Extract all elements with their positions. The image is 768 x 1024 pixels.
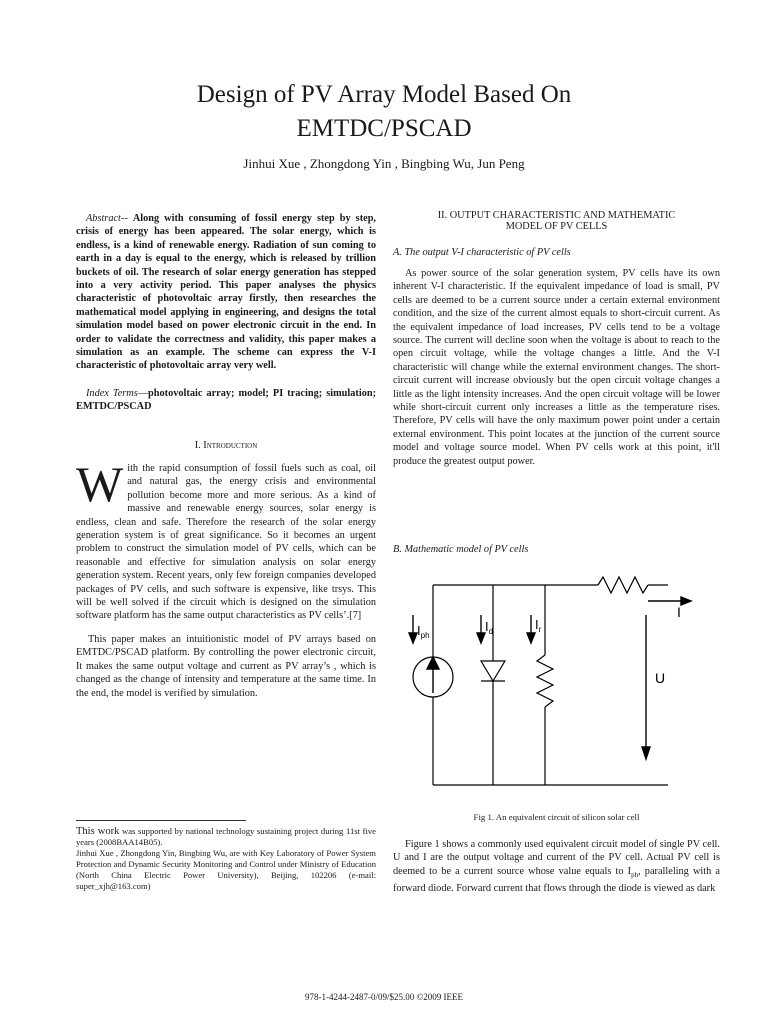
index-terms-dash: — <box>137 388 149 399</box>
section-1-body <box>76 456 376 700</box>
abstract-text: Along with consuming of fossil energy step by step, crisis of energy has been appeared. The solar energy, which is endless, is a kind of renewable energy. Radiation of sun coming to earth in a day is equal to the energy, which is released by trillion buckets of oil. The research of solar energy generation has stepped into a very activity period. This paper analyses the physics characteristic of photovoltaic array firstly, then researches the mathematical model applying in engineering, and designs the total simulation model based on power electronic circuit in the end. In order to validate the correctness and validity, this paper makes a simulation as an example. The scheme can express the V-I characteristic of photovoltaic array very well. <box>76 213 376 372</box>
section-1-title: Introduction <box>203 440 258 451</box>
id-label: $I_d$ <box>485 619 494 636</box>
drop-cap: W <box>76 456 124 512</box>
ir-arrow-head <box>527 633 535 643</box>
title-line-1: Design of PV Array Model Based On <box>196 81 572 108</box>
output-current-label: I <box>677 604 681 620</box>
footnote-line-2: Jinhui Xue , Zhongdong Yin, Bingbing Wu, are with Key Laboratory of Power System Protection and Dynamic Security Monitoring and Control under Ministry of Education (North China Electric Power University), Beijing, 102206 (e-mail: super_xjh@163.com) <box>76 848 376 891</box>
footnote-line-1: was supported by national technology sustaining project during 11st five years (2008BAA14B05). <box>76 826 376 847</box>
section-2-title-line-1: II. OUTPUT CHARACTERISTIC AND MATHEMATIC <box>437 210 676 221</box>
abstract-label: Abstract <box>86 213 121 224</box>
section-1-para-2: This paper makes an intuitionistic model of PV arrays based on EMTDC/PSCAD platform. By controlling the power electronic circuit, It makes the same output voltage and current as PV array’s , which is changed as the change of intensity and temperature at the same time. In the end, the model is verified by simulation. <box>76 633 376 699</box>
section-2-heading <box>393 210 720 232</box>
paper-title <box>0 78 768 146</box>
abstract-dash: -- <box>120 213 133 224</box>
index-terms-text: photovoltaic array; model; PI tracing; simulation; EMTDC/PSCAD <box>76 388 377 413</box>
footnote <box>76 826 376 892</box>
output-voltage-label: U <box>655 670 666 686</box>
section-1-para-1: ith the rapid consumption of fossil fuels such as coal, oil and natural gas, the energy crisis and environmental pollution become more and more serious. As a kind of massive and renewable energy sources, solar energy is endless, clean and safe. Therefore the research of the solar energy generation system is of great significance. So it becomes an urgent problem to construct the simulation model of PV cells, which can be reasonable and effective for simulation analysis on solar energy generation system. Recent years, only few foreign companies developed packages of PV cells, and such software is expensive, like trsys. This will be well solved if the circuit which is designed on the simulation software platform has the same output characteristics as PV cells’.[7] <box>76 463 376 622</box>
section-2-title-line-2: MODEL OF PV CELLS <box>505 221 608 232</box>
subsection-b-text-tail: , paralleling with a forward diode. Forward current that flows through the diode is viewed as dark <box>393 865 720 895</box>
footnote-lead: This work <box>76 826 120 837</box>
shunt-resistor <box>537 655 553 707</box>
id-arrow-head <box>477 633 485 643</box>
series-resistor <box>598 577 648 593</box>
subsection-b-text: Figure 1 shows a commonly used equivalent circuit model of single PV cell. U and I are the output voltage and current of the PV cell. Actual PV cell is deemed to be a current source whose value equals to I <box>393 839 720 877</box>
subsection-b-body <box>393 838 720 896</box>
title-line-2: EMTDC/PSCAD <box>296 115 472 142</box>
page-footer: 978-1-4244-2487-0/09/$25.00 ©2009 IEEE <box>304 992 464 1002</box>
figure-1-caption: Fig 1. An equivalent circuit of silicon solar cell <box>473 812 640 822</box>
section-1-number: I. <box>194 440 201 451</box>
index-terms-label: Index Terms <box>86 388 138 399</box>
diode-symbol <box>481 661 505 681</box>
output-current-arrow-head <box>681 597 691 605</box>
subsection-b-heading: B. Mathematic model of PV cells <box>393 544 529 555</box>
index-terms <box>76 387 376 414</box>
iph-arrow-head <box>409 633 417 643</box>
ir-label: $I_r$ <box>535 617 542 634</box>
subsection-a-body: As power source of the solar generation system, PV cells have its own inherent V-I characteristic. If the equivalent impedance of load is small, PV cells are deemed to be a current source under a certain external environment condition, and the size of the current almost equals to short-circuit current. As the equivalent impedance of load increases, PV cells tend to be a voltage source. The current will decline soon when the voltage is about to reach to the open circuit voltage, while the voltage changes a little. And the V-I characteristic will change while the external environment changes. The short-circuit current will increase obviously but the open circuit voltage changes a little as the light intensity increases. And the open circuit voltage will be lower while short-circuit current only increases a little as the temperature rises. Therefore, PV cells will have the only maximum power point under a certain external environment. This point locates at the junction of the current source model and voltage source model. When PV cells work at this point, it'll produce the greatest output power. <box>393 268 720 467</box>
subsection-b-subscript: ph <box>631 870 639 879</box>
equivalent-circuit-diagram <box>393 565 720 810</box>
voltage-arrow-head <box>642 747 650 759</box>
footnote-rule <box>76 820 246 821</box>
source-arrow-head <box>427 657 439 669</box>
authors: Jinhui Xue , Zhongdong Yin , Bingbing Wu, Jun Peng <box>243 156 525 171</box>
iph-label: $I_{ph}$ <box>417 623 430 640</box>
section-1-heading <box>76 440 376 451</box>
subsection-a-heading: A. The output V-I characteristic of PV cells <box>393 247 571 258</box>
abstract <box>76 212 376 373</box>
